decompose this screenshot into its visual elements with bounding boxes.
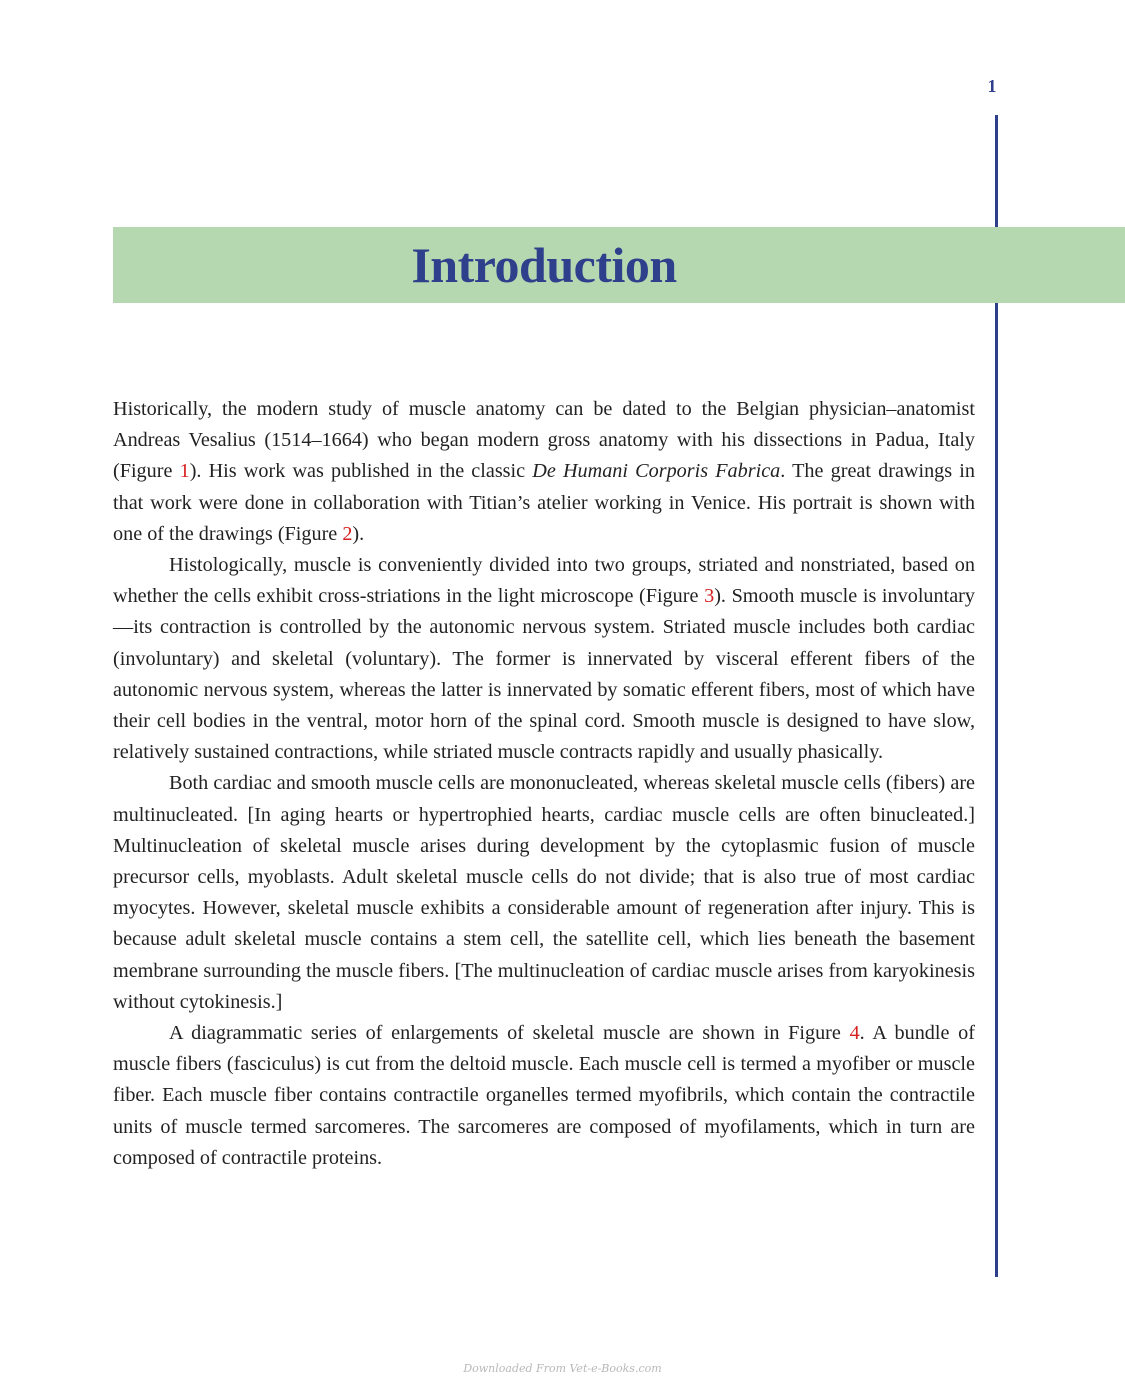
book-title: De Humani Corporis Fabrica [532,460,781,483]
paragraph-4-text-b: . A bundle of muscle fibers (fasciculus) is cut from the deltoid muscle. Each muscle cell is termed a myofiber or muscle fiber. Each muscle fiber contains contractile organelles termed myofibrils, which contain the contractile units of muscle termed sarcomeres. The sarcomeres are composed of myofilaments, which in turn are composed of contractile proteins. [113,1022,975,1169]
figure-2-link[interactable]: 2 [342,522,353,545]
chapter-title: Introduction [411,237,677,293]
page-number: 1 [987,76,997,96]
body-text [113,394,975,1174]
paragraph-1-text-d: ). [352,522,365,545]
paragraph-2-text-a: Histologically, muscle is conveniently divided into two groups, striated and nonstriated, based on whether the cells exhibit cross-striations in the light microscope (Figure [113,554,975,608]
download-watermark: Downloaded From Vet-e-Books.com [463,1362,662,1375]
paragraph-1-text-a: Historically, the modern study of muscle anatomy can be dated to the Belgian physician–anatomist Andreas Vesalius (1514–1664) who began modern gross anatomy with his dissections in Padua, Italy (Figure [113,398,975,483]
figure-1-link[interactable]: 1 [179,460,190,483]
paragraph-4-text-a: A diagrammatic series of enlargements of skeletal muscle are shown in Figure [169,1022,850,1045]
figure-4-link[interactable]: 4 [849,1022,860,1045]
paragraph-4 [113,1018,975,1174]
paragraph-2 [113,550,975,768]
paragraph-1-text-c: . The great drawings in that work were done in collaboration with Titian’s atelier working in Venice. His portrait is shown with one of the drawings (Figure [113,460,975,545]
paragraph-2-text-b: ). Smooth muscle is involuntary—its contraction is controlled by the autonomic nervous system. Striated muscle includes both cardiac (involuntary) and skeletal (voluntary). The former is innervated by visceral efferent fibers of the autonomic nervous system, whereas the latter is innervated by somatic efferent fibers, most of which have their cell bodies in the ventral, motor horn of the spinal cord. Smooth muscle is designed to have slow, relatively sustained contractions, while striated muscle contracts rapidly and usually phasically. [113,585,975,764]
paragraph-3: Both cardiac and smooth muscle cells are mononucleated, whereas skeletal muscle cells (fibers) are multinucleated. [In aging hearts or hypertrophied hearts, cardiac muscle cells are often binucleated.] Multinucleation of skeletal muscle arises during development by the cytoplasmic fusion of muscle precursor cells, myoblasts. Adult skeletal muscle cells do not divide; that is also true of most cardiac myocytes. However, skeletal muscle exhibits a considerable amount of regeneration after injury. This is because adult skeletal muscle contains a stem cell, the satellite cell, which lies beneath the basement membrane surrounding the muscle fibers. [The multinucleation of cardiac muscle arises from karyokinesis without cytokinesis.] [113,772,975,1013]
paragraph-1 [113,394,975,550]
paragraph-1-text-b: ). His work was published in the classic [189,460,533,483]
figure-3-link[interactable]: 3 [704,585,715,608]
